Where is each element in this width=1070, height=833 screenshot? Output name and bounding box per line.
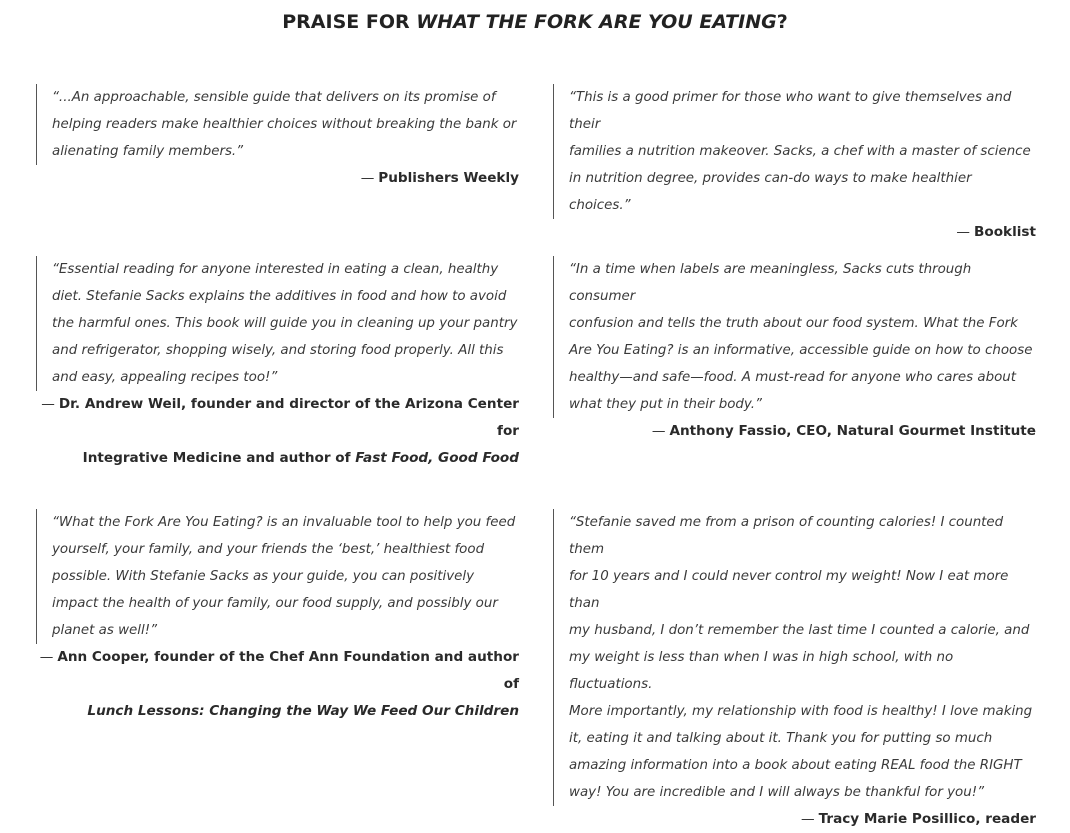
attribution-dash: — (41, 396, 55, 412)
quote-line: More importantly, my relationship with food is healthy! I love making (569, 704, 1033, 719)
quote-line: “In a time when labels are meaningless, Sacks cuts through consumer (569, 262, 972, 304)
testimonial-attribution (553, 219, 1036, 246)
quote-line: helping readers make healthier choices without breaking the bank or (52, 117, 517, 132)
attribution-dash: — (360, 170, 375, 186)
quote-line: “Stefanie saved me from a prison of counting calories! I counted them (569, 515, 1004, 557)
quote-line: alienating family members.” (52, 144, 244, 159)
testimonial-quote (553, 84, 1036, 219)
testimonial-attribution (553, 806, 1036, 833)
quote-line: possible. With Stefanie Sacks as your guide, you can positively (52, 569, 475, 584)
testimonial-attribution (36, 165, 519, 192)
quote-line: and refrigerator, shopping wisely, and storing food properly. All this (52, 343, 504, 358)
testimonial-card (36, 509, 519, 725)
testimonial-quote (36, 509, 519, 644)
quote-line: it, eating it and talking about it. Thank you for putting so much (569, 731, 993, 746)
page-title (0, 9, 1070, 35)
attribution-dash: — (801, 811, 815, 827)
quote-line: “Essential reading for anyone interested in eating a clean, healthy (52, 262, 499, 277)
testimonial-card (36, 256, 519, 472)
testimonial-card (553, 509, 1036, 833)
quote-line: diet. Stefanie Sacks explains the additives in food and how to avoid (52, 289, 507, 304)
quote-line: my husband, I don’t remember the last time I counted a calorie, and (569, 623, 1030, 638)
quote-line: planet as well!” (52, 623, 158, 638)
attribution-work-title: Lunch Lessons: Changing the Way We Feed Our Children (87, 703, 519, 719)
quote-line: what they put in their body.” (569, 397, 762, 412)
testimonial-attribution (553, 418, 1036, 445)
quote-line: yourself, your family, and your friends the ‘best,’ healthiest food (52, 542, 485, 557)
quote-line: amazing information into a book about eating REAL food the RIGHT (569, 758, 1022, 773)
quote-line: Are You Eating? is an informative, accessible guide on how to choose (569, 343, 1033, 358)
testimonial-attribution (36, 391, 519, 472)
attribution-source-cont: Integrative Medicine and author of (82, 450, 356, 466)
quote-line: confusion and tells the truth about our food system. What the Fork (569, 316, 1018, 331)
quote-line: for 10 years and I could never control my weight! Now I eat more than (569, 569, 1009, 611)
testimonial-attribution (36, 644, 519, 725)
testimonial-quote (553, 256, 1036, 418)
testimonial-card (553, 84, 1036, 246)
attribution-source: Anthony Fassio, CEO, Natural Gourmet Institute (669, 423, 1036, 439)
testimonial-quote (553, 509, 1036, 806)
testimonial-quote (36, 84, 519, 165)
quote-line: “What the Fork Are You Eating? is an invaluable tool to help you feed (52, 515, 516, 530)
attribution-work-title: Fast Food, Good Food (355, 450, 519, 466)
quote-line: “...An approachable, sensible guide that delivers on its promise of (52, 90, 496, 105)
quote-line: impact the health of your family, our food supply, and possibly our (52, 596, 498, 611)
quote-line: way! You are incredible and I will always be thankful for you!” (569, 785, 985, 800)
attribution-dash: — (651, 423, 666, 439)
attribution-dash: — (956, 224, 970, 240)
attribution-source: Ann Cooper, founder of the Chef Ann Foundation and author of (57, 649, 519, 692)
quote-line: “This is a good primer for those who want to give themselves and their (569, 90, 1012, 132)
attribution-dash: — (39, 649, 54, 665)
quote-line: the harmful ones. This book will guide you in cleaning up your pantry (52, 316, 518, 331)
testimonial-card (553, 256, 1036, 445)
attribution-source: Dr. Andrew Weil, founder and director of the Arizona Center for (58, 396, 519, 439)
page-title-prefix: PRAISE FOR (282, 11, 417, 33)
testimonial-quote (36, 256, 519, 391)
quote-line: healthy—and safe—food. A must-read for anyone who cares about (569, 370, 1017, 385)
book-title: WHAT THE FORK ARE YOU EATING (416, 11, 777, 33)
page-title-suffix: ? (776, 11, 788, 33)
quote-line: families a nutrition makeover. Sacks, a chef with a master of science (569, 144, 1031, 159)
quote-line: and easy, appealing recipes too!” (52, 370, 278, 385)
attribution-source: Publishers Weekly (378, 170, 519, 186)
quote-line: my weight is less than when I was in high school, with no fluctuations. (569, 650, 954, 692)
attribution-source: Tracy Marie Posillico, reader (818, 811, 1036, 827)
attribution-source: Booklist (974, 224, 1036, 240)
quote-line: in nutrition degree, provides can-do ways to make healthier choices.” (569, 171, 972, 213)
testimonial-card (36, 84, 519, 192)
